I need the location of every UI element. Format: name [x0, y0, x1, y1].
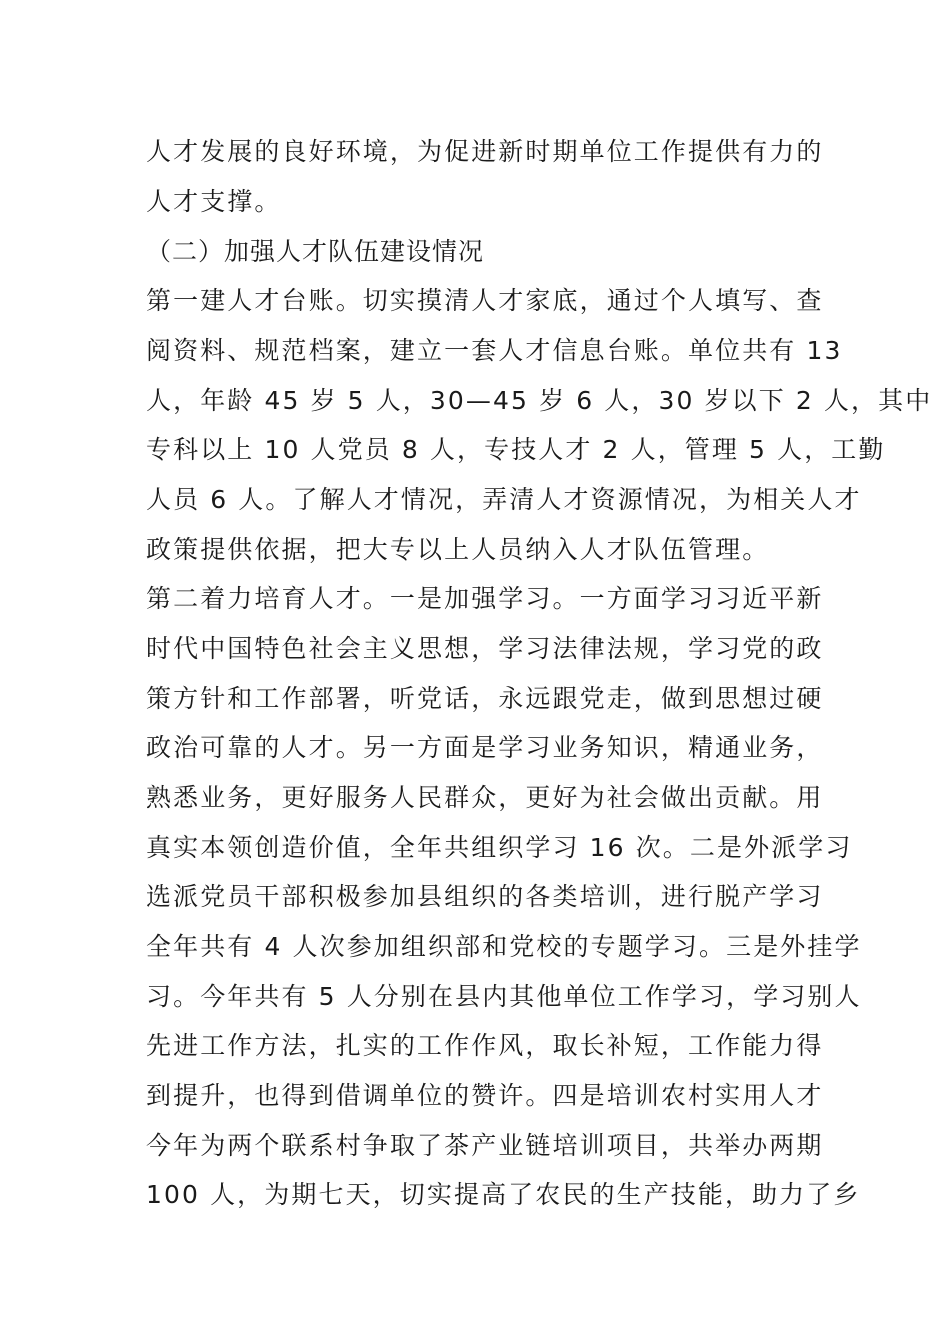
text-line-4: 第一建人才台账。切实摸清人才家底，通过个人填写、查	[146, 286, 824, 315]
text-line-1: 人才发展的良好环境，为促进新时期单位工作提供有力的	[146, 137, 824, 166]
text-line-2: 人才支撑。	[146, 187, 282, 216]
text-line-7: 专科以上 10 人党员 8 人，专技人才 2 人，管理 5 人，工勤	[146, 435, 886, 464]
text-line-13: 政治可靠的人才。另一方面是学习业务知识，精通业务，	[146, 733, 824, 762]
text-line-15: 真实本领创造价值，全年共组织学习 16 次。二是外派学习	[146, 833, 853, 862]
text-line-5: 阅资料、规范档案，建立一套人才信息台账。单位共有 13	[146, 336, 843, 365]
text-line-22: 100 人，为期七天，切实提高了农民的生产技能，助力了乡	[146, 1180, 861, 1209]
text-line-18: 习。今年共有 5 人分别在县内其他单位工作学习，学习别人	[146, 982, 862, 1011]
text-line-9: 政策提供依据，把大专以上人员纳入人才队伍管理。	[146, 535, 770, 564]
text-line-21: 今年为两个联系村争取了茶产业链培训项目，共举办两期	[146, 1131, 824, 1160]
text-line-16: 选派党员干部积极参加县组织的各类培训，进行脱产学习	[146, 882, 824, 911]
text-line-20: 到提升，也得到借调单位的赞许。四是培训农村实用人才	[146, 1081, 824, 1110]
text-line-12: 策方针和工作部署，听党话，永远跟党走，做到思想过硬	[146, 684, 824, 713]
text-line-10: 第二着力培育人才。一是加强学习。一方面学习习近平新	[146, 584, 824, 613]
text-line-17: 全年共有 4 人次参加组织部和党校的专题学习。三是外挂学	[146, 932, 862, 961]
text-line-6: 人，年龄 45 岁 5 人，30—45 岁 6 人，30 岁以下 2 人，其中	[146, 386, 933, 415]
section-heading: （二）加强人才队伍建设情况	[146, 237, 485, 266]
text-line-14: 熟悉业务，更好服务人民群众，更好为社会做出贡献。用	[146, 783, 824, 812]
text-line-8: 人员 6 人。了解人才情况，弄清人才资源情况，为相关人才	[146, 485, 862, 514]
text-line-11: 时代中国特色社会主义思想，学习法律法规，学习党的政	[146, 634, 824, 663]
text-line-19: 先进工作方法，扎实的工作作风，取长补短，工作能力得	[146, 1031, 824, 1060]
